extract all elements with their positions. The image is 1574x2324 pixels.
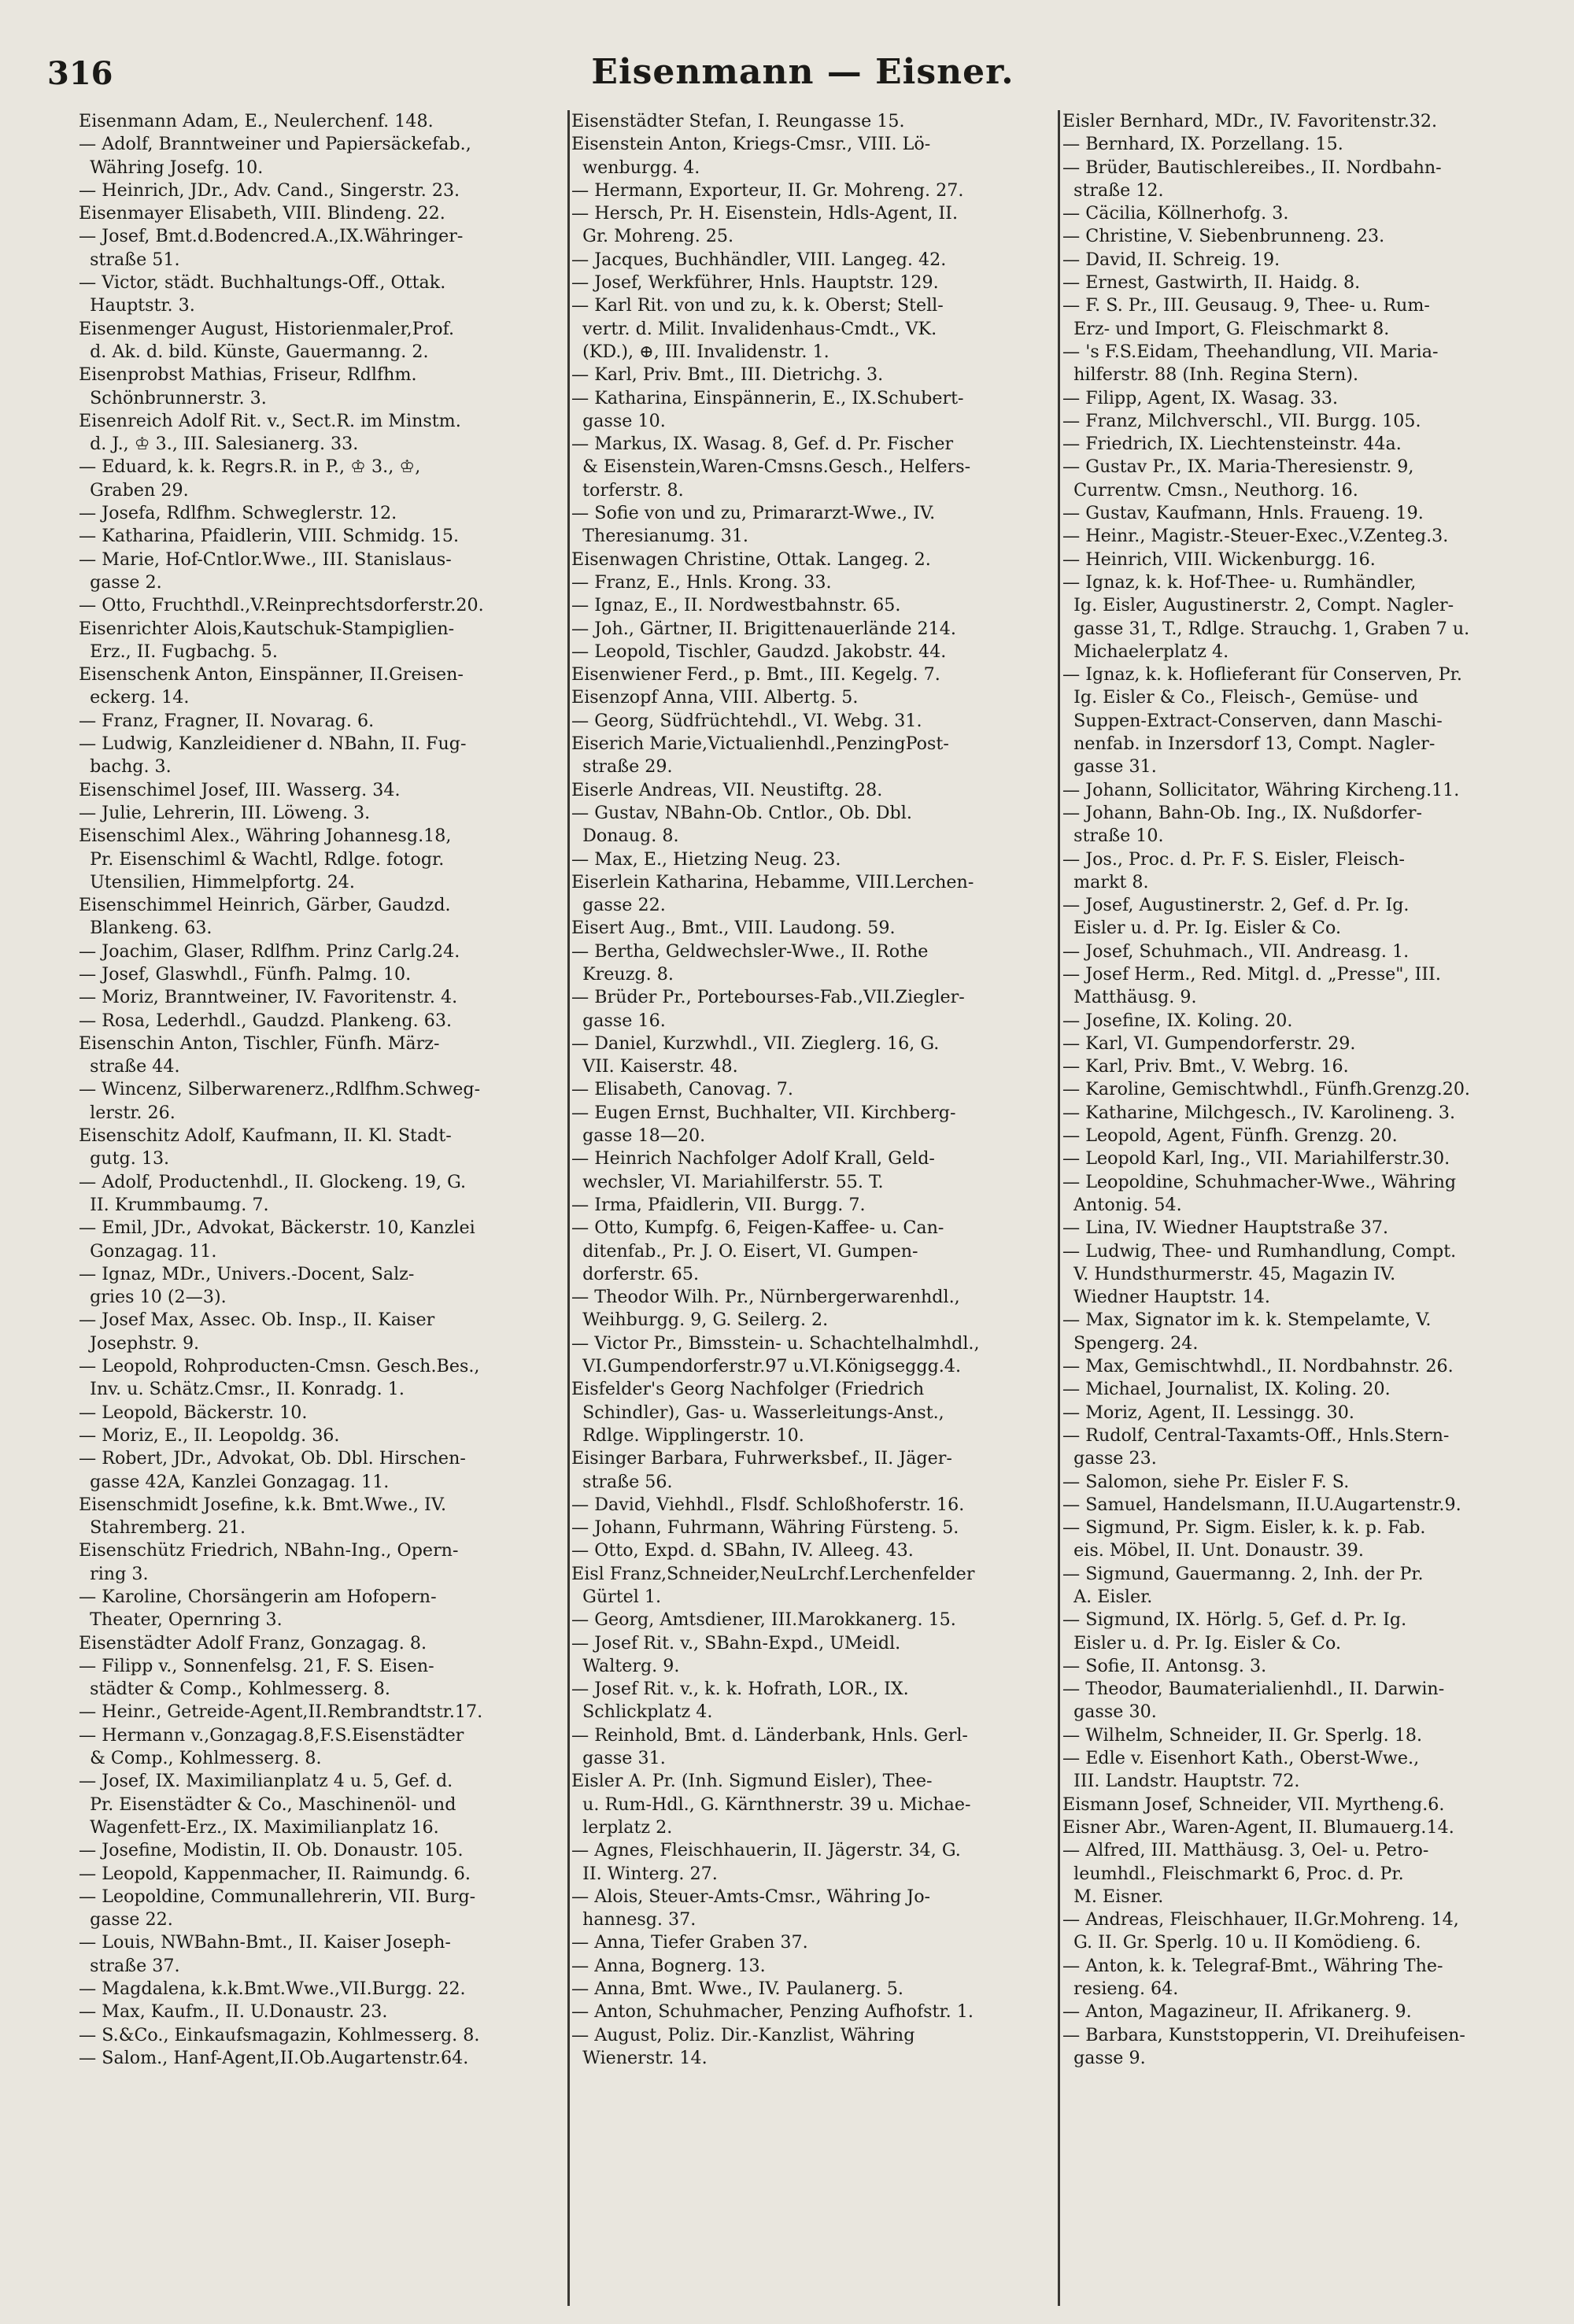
directory-entry-line: — Gustav Pr., IX. Maria-Theresienstr. 9, (1062, 456, 1414, 478)
directory-entry-line: straße 37. (79, 1955, 180, 1976)
directory-entry-line: — Brüder Pr., Portebourses-Fab.,VII.Ziegler- (571, 987, 965, 1008)
page-header (47, 49, 1558, 104)
directory-entry-line: — Victor Pr., Bimsstein- u. Schachtelhalmhdl., (571, 1332, 980, 1354)
directory-entry-line: Schönbrunnerstr. 3. (79, 387, 267, 408)
directory-entry-line: — Bertha, Geldwechsler-Wwe., II. Rothe (571, 940, 929, 962)
directory-entry-line: — Ignaz, MDr., Univers.-Docent, Salz- (79, 1263, 415, 1284)
column-divider (567, 110, 570, 2306)
directory-entry-line: Josephstr. 9. (79, 1332, 200, 1354)
directory-entry-line: — Marie, Hof-Cntlor.Wwe., III. Stanislaus- (79, 549, 452, 570)
directory-entry-line: — Reinhold, Bmt. d. Länderbank, Hnls. Gerl- (571, 1724, 968, 1746)
directory-entry-line: gasse 30. (1062, 1701, 1157, 1723)
directory-entry-line: M. Eisner. (1062, 1886, 1164, 1907)
directory-entry-line: — Ludwig, Kanzleidiener d. NBahn, II. Fug- (79, 733, 467, 755)
directory-entry-line: straße 51. (79, 249, 180, 270)
directory-entry-line: Eisl Franz,Schneider,NeuLrchf.Lerchenfelder (571, 1563, 975, 1584)
directory-entry-line: Eisner Abr., Waren-Agent, II. Blumauerg.14. (1062, 1816, 1454, 1838)
directory-entry-line: Pr. Eisenschiml & Wachtl, Rdlge. fotogr. (79, 848, 445, 870)
directory-entry-line: gasse 31. (571, 1748, 666, 1769)
page-number: 316 (47, 55, 113, 92)
directory-entry-line: — Agnes, Fleischhauerin, II. Jägerstr. 34, G. (571, 1840, 961, 1861)
directory-entry-line: Erz., II. Fugbachg. 5. (79, 641, 278, 662)
directory-entry-line: torferstr. 8. (571, 479, 684, 501)
directory-entry-line: II. Krummbaumg. 7. (79, 1194, 269, 1215)
directory-entry-line: bachg. 3. (79, 756, 172, 778)
directory-entry-line: vertr. d. Milit. Invalidenhaus-Cmdt., VK. (571, 318, 937, 339)
directory-entry-line: markt 8. (1062, 871, 1149, 892)
directory-entry-line: — Friedrich, IX. Liechtensteinstr. 44a. (1062, 434, 1402, 455)
directory-entry-line: — Ignaz, k. k. Hof-Thee- u. Rumhändler, (1062, 571, 1417, 593)
directory-entry-line: — Sigmund, Pr. Sigm. Eisler, k. k. p. Fab. (1062, 1517, 1426, 1539)
directory-entry-line: ditenfab., Pr. J. O. Eisert, VI. Gumpen- (571, 1240, 918, 1262)
directory-entry-line: Theresianumg. 31. (571, 526, 748, 547)
directory-entry-line: — Leopold Karl, Ing., VII. Mariahilferstr.30. (1062, 1148, 1450, 1169)
directory-entry-line: — Georg, Amtsdiener, III.Marokkanerg. 15. (571, 1609, 956, 1631)
directory-entry-line: Ig. Eisler & Co., Fleisch-, Gemüse- und (1062, 687, 1419, 708)
directory-entry-line: — Leopoldine, Communallehrerin, VII. Burg- (79, 1886, 476, 1907)
directory-entry-line: — Moriz, Agent, II. Lessingg. 30. (1062, 1402, 1354, 1423)
directory-entry-line: wenburgg. 4. (571, 157, 700, 178)
directory-entry-line: — Heinrich Nachfolger Adolf Krall, Geld- (571, 1148, 935, 1169)
directory-entry-line: — Sigmund, Gauermanng. 2, Inh. der Pr. (1062, 1563, 1424, 1584)
directory-entry-line: — Josef, Glaswhdl., Fünfh. Palmg. 10. (79, 963, 412, 985)
directory-entry-line: eckerg. 14. (79, 687, 190, 708)
directory-entry-line: Eisenstädter Stefan, I. Reungasse 15. (571, 111, 905, 131)
directory-entry-line: — Sofie, II. Antonsg. 3. (1062, 1655, 1267, 1676)
directory-entry-line: — Leopold, Tischler, Gaudzd. Jakobstr. 44. (571, 641, 947, 662)
directory-entry-line: Währing Josefg. 10. (79, 157, 264, 178)
directory-entry-line: — Lina, IV. Wiedner Hauptstraße 37. (1062, 1217, 1389, 1239)
directory-entry-line: Pr. Eisenstädter & Co., Maschinenöl- und (79, 1794, 456, 1815)
directory-entry-line: dorferstr. 65. (571, 1263, 700, 1284)
directory-entry-line: straße 29. (571, 756, 673, 778)
page-title: Eisenmann — Eisner. (591, 52, 1014, 92)
directory-entry-line: — Leopold, Kappenmacher, II. Raimundg. 6. (79, 1863, 471, 1884)
directory-entry-line: — Gustav, NBahn-Ob. Cntlor., Ob. Dbl. (571, 802, 912, 823)
directory-entry-line: — Leopold, Agent, Fünfh. Grenzg. 20. (1062, 1125, 1398, 1147)
directory-entry-line: — Max, Kaufm., II. U.Donaustr. 23. (79, 2001, 388, 2023)
directory-entry-line: — Jos., Proc. d. Pr. F. S. Eisler, Fleisch- (1062, 848, 1406, 870)
directory-entry-line: Erz- und Import, G. Fleischmarkt 8. (1062, 318, 1390, 339)
directory-entry-line: — Adolf, Branntweiner und Papiersäckefab., (79, 134, 471, 155)
directory-entry-line: — Franz, Milchverschl., VII. Burgg. 105. (1062, 410, 1421, 431)
directory-entry-line: — Franz, Fragner, II. Novarag. 6. (79, 710, 375, 731)
directory-entry-line: — Andreas, Fleischhauer, II.Gr.Mohreng. 14, (1062, 1909, 1459, 1931)
directory-entry-line: gasse 2. (79, 571, 162, 593)
directory-entry-line: — Ignaz, k. k. Hoflieferant für Conserven, Pr. (1062, 664, 1462, 685)
directory-entry-line: & Comp., Kohlmesserg. 8. (79, 1748, 322, 1769)
directory-entry-line: gutg. 13. (79, 1148, 170, 1169)
directory-entry-line: — Katharina, Pfaidlerin, VIII. Schmidg. 15. (79, 526, 460, 547)
directory-entry-line: — Max, E., Hietzing Neug. 23. (571, 848, 841, 870)
directory-entry-line: Matthäusg. 9. (1062, 987, 1197, 1008)
directory-entry-line: Eisenwagen Christine, Ottak. Langeg. 2. (571, 549, 931, 570)
directory-entry-line: Wiedner Hauptstr. 14. (1062, 1287, 1270, 1308)
directory-entry-line: — Karoline, Chorsängerin am Hofopern- (79, 1587, 437, 1607)
directory-entry-line: Currentw. Cmsn., Neuthorg. 16. (1062, 479, 1358, 501)
directory-entry-line: Eisler A. Pr. (Inh. Sigmund Eisler), Thee- (571, 1771, 933, 1792)
directory-entry-line: resieng. 64. (1062, 1979, 1179, 2000)
directory-entry-line: — Heinr., Getreide-Agent,II.Rembrandtstr.17. (79, 1701, 483, 1723)
directory-entry-line: V. Hundsthurmerstr. 45, Magazin IV. (1062, 1263, 1396, 1284)
directory-entry-line: — Katharina, Einspännerin, E., IX.Schubert- (571, 387, 964, 408)
column-divider (1058, 110, 1060, 2306)
directory-entry-line: gasse 22. (79, 1909, 173, 1931)
directory-entry-line: VII. Kaiserstr. 48. (571, 1056, 738, 1077)
directory-entry-line: — Adolf, Productenhdl., II. Glockeng. 19, G. (79, 1171, 467, 1192)
directory-entry-line: — Christine, V. Siebenbrunneng. 23. (1062, 226, 1385, 247)
directory-entry-line: Blankeng. 63. (79, 918, 212, 939)
directory-entry-line: — Otto, Kumpfg. 6, Feigen-Kaffee- u. Can- (571, 1217, 944, 1239)
directory-entry-line: — Theodor Wilh. Pr., Nürnbergerwarenhdl., (571, 1287, 960, 1308)
directory-entry-line: Wagenfett-Erz., IX. Maximilianplatz 16. (79, 1816, 439, 1838)
directory-entry-line: — Heinrich, JDr., Adv. Cand., Singerstr. 23. (79, 179, 460, 201)
directory-entry-line: Eisfelder's Georg Nachfolger (Friedrich (571, 1379, 925, 1400)
directory-entry-line: Weihburgg. 9, G. Seilerg. 2. (571, 1310, 829, 1331)
directory-entry-line: — Anton, k. k. Telegraf-Bmt., Währing The- (1062, 1955, 1443, 1976)
directory-entry-line: — Josef, Bmt.d.Bodencred.A.,IX.Währinger- (79, 226, 464, 247)
directory-entry-line: Eisenschiml Alex., Währing Johannesg.18, (79, 826, 452, 847)
directory-entry-line: & Eisenstein,Waren-Cmsns.Gesch., Helfers- (571, 456, 971, 478)
directory-entry-line: u. Rum-Hdl., G. Kärnthnerstr. 39 u. Michae- (571, 1794, 971, 1815)
directory-entry-line: — Rosa, Lederhdl., Gaudzd. Plankeng. 63. (79, 1010, 453, 1031)
directory-entry-line: — Josef, Werkführer, Hnls. Hauptstr. 129. (571, 272, 939, 294)
directory-entry-line: — Wincenz, Silberwarenerz.,Rdlfhm.Schweg- (79, 1079, 481, 1100)
directory-entry-line: Schlickplatz 4. (571, 1701, 713, 1723)
directory-entry-line: Eisenschimmel Heinrich, Gärber, Gaudzd. (79, 895, 451, 916)
directory-entry-line: — Anton, Schuhmacher, Penzing Aufhofstr. 1. (571, 2001, 974, 2023)
directory-entry-line: — Josef Herm., Red. Mitgl. d. „Presse", III. (1062, 963, 1441, 985)
directory-entry-line: — August, Poliz. Dir.-Kanzlist, Währing (571, 2024, 915, 2045)
directory-entry-line: Eiserle Andreas, VII. Neustiftg. 28. (571, 779, 883, 800)
directory-entry-line: — Wilhelm, Schneider, II. Gr. Sperlg. 18. (1062, 1724, 1423, 1746)
directory-entry-line: Donaug. 8. (571, 826, 679, 847)
directory-entry-line: Rdlge. Wipplingerstr. 10. (571, 1424, 804, 1446)
directory-entry-line: straße 56. (571, 1471, 673, 1492)
directory-entry-line: — David, II. Schreig. 19. (1062, 249, 1280, 270)
directory-entry-line: — Johann, Sollicitator, Währing Kircheng.11. (1062, 779, 1460, 800)
directory-entry-line: Utensilien, Himmelpfortg. 24. (79, 871, 355, 892)
directory-entry-line: — Robert, JDr., Advokat, Ob. Dbl. Hirschen- (79, 1448, 466, 1469)
directory-entry-line: — Sigmund, IX. Hörlg. 5, Gef. d. Pr. Ig. (1062, 1609, 1407, 1631)
directory-entry-line: — Daniel, Kurzwhdl., VII. Zieglerg. 16, G. (571, 1033, 940, 1054)
directory-entry-line: — Rudolf, Central-Taxamts-Off., Hnls.Stern- (1062, 1424, 1450, 1446)
directory-entry-line: Eisert Aug., Bmt., VIII. Laudong. 59. (571, 918, 896, 939)
directory-entry-line: d. J., ♔ 3., III. Salesianerg. 33. (79, 434, 359, 455)
directory-entry-line: städter & Comp., Kohlmesserg. 8. (79, 1679, 390, 1700)
directory-entry-line: — Ludwig, Thee- und Rumhandlung, Compt. (1062, 1240, 1457, 1262)
directory-entry-line: — Brüder, Bautischlereibes., II. Nordbahn- (1062, 157, 1442, 178)
directory-entry-line: Hauptstr. 3. (79, 295, 195, 316)
directory-entry-line: Schindler), Gas- u. Wasserleitungs-Anst., (571, 1402, 944, 1423)
directory-entry-line: Suppen-Extract-Conserven, dann Maschi- (1062, 710, 1443, 731)
directory-entry-line: — Josef, IX. Maximilianplatz 4 u. 5, Gef. d. (79, 1771, 453, 1792)
directory-entry-line: gasse 23. (1062, 1448, 1157, 1469)
directory-entry-line: — Elisabeth, Canovag. 7. (571, 1079, 793, 1100)
directory-entry-line: Eisenschimel Josef, III. Wasserg. 34. (79, 779, 401, 800)
directory-entry-line: — Ignaz, E., II. Nordwestbahnstr. 65. (571, 595, 901, 616)
directory-entry-line: (KD.), ⊕, III. Invalidenstr. 1. (571, 341, 829, 362)
directory-entry-line: — Moriz, Branntweiner, IV. Favoritenstr. 4. (79, 987, 458, 1008)
directory-entry-line: — Johann, Bahn-Ob. Ing., IX. Nußdorfer- (1062, 802, 1423, 823)
directory-entry-line: — Franz, E., Hnls. Krong. 33. (571, 571, 832, 593)
directory-entry-line: wechsler, VI. Mariahilferstr. 55. T. (571, 1171, 884, 1192)
directory-entry-line: nenfab. in Inzersdorf 13, Compt. Nagler- (1062, 733, 1435, 755)
directory-entry-line: Eismann Josef, Schneider, VII. Myrtheng.6. (1062, 1794, 1445, 1815)
directory-entry-line: — Karoline, Gemischtwhdl., Fünfh.Grenzg.20. (1062, 1079, 1470, 1100)
directory-entry-line: gasse 9. (1062, 2047, 1146, 2068)
directory-entry-line: gasse 31. (1062, 756, 1157, 778)
directory-entry-line: — Edle v. Eisenhort Kath., Oberst-Wwe., (1062, 1748, 1420, 1769)
directory-entry-line: — Victor, städt. Buchhaltungs-Off., Ottak. (79, 272, 446, 294)
directory-entry-line: — Louis, NWBahn-Bmt., II. Kaiser Joseph- (79, 1932, 451, 1953)
directory-entry-line: — Theodor, Baumaterialienhdl., II. Darwin- (1062, 1679, 1445, 1700)
directory-entry-line: — Max, Gemischtwhdl., II. Nordbahnstr. 26. (1062, 1356, 1454, 1377)
directory-entry-line: — Ernest, Gastwirth, II. Haidg. 8. (1062, 272, 1361, 294)
directory-entry-line: — Bernhard, IX. Porzellang. 15. (1062, 134, 1343, 155)
directory-entry-line: Michaelerplatz 4. (1062, 641, 1229, 662)
directory-column-3 (1062, 110, 1557, 2306)
directory-entry-line: — Karl, VI. Gumpendorferstr. 29. (1062, 1033, 1356, 1054)
directory-entry-line: eis. Möbel, II. Unt. Donaustr. 39. (1062, 1540, 1364, 1561)
directory-entry-line: II. Winterg. 27. (571, 1863, 718, 1884)
directory-entry-line: — Hermann, Exporteur, II. Gr. Mohreng. 27. (571, 179, 964, 201)
directory-entry-line: Eisenmenger August, Historienmaler,Prof. (79, 318, 455, 339)
directory-entry-line: Eisenreich Adolf Rit. v., Sect.R. im Minstm. (79, 410, 461, 431)
directory-entry-line: — Karl Rit. von und zu, k. k. Oberst; Stell- (571, 295, 944, 316)
directory-entry-line: Eisenmann Adam, E., Neulerchenf. 148. (79, 111, 434, 131)
directory-entry-line: gasse 31, T., Rdlge. Strauchg. 1, Graben 7 u. (1062, 618, 1470, 639)
directory-entry-line: Gr. Mohreng. 25. (571, 226, 734, 247)
directory-entry-line: — Salom., Hanf-Agent,II.Ob.Augartenstr.64. (79, 2047, 469, 2068)
directory-entry-line: Gonzagag. 11. (79, 1240, 217, 1262)
directory-entry-line: G. II. Gr. Sperlg. 10 u. II Komödieng. 6. (1062, 1932, 1421, 1953)
directory-entry-line: — 's F.S.Eidam, Theehandlung, VII. Maria- (1062, 341, 1439, 362)
directory-entry-line: — David, Viehhdl., Flsdf. Schloßhoferstr. 16. (571, 1494, 965, 1515)
directory-entry-line: — Michael, Journalist, IX. Koling. 20. (1062, 1379, 1391, 1400)
directory-entry-line: Eisler u. d. Pr. Ig. Eisler & Co. (1062, 1632, 1342, 1653)
directory-entry-line: Antonig. 54. (1062, 1194, 1182, 1215)
directory-entry-line: Eisenwiener Ferd., p. Bmt., III. Kegelg. 7. (571, 664, 940, 685)
directory-entry-line: Theater, Opernring 3. (79, 1609, 283, 1631)
directory-entry-line: — Moriz, E., II. Leopoldg. 36. (79, 1424, 340, 1446)
directory-entry-line: — Cäcilia, Köllnerhofg. 3. (1062, 203, 1289, 224)
directory-entry-line: — Eugen Ernst, Buchhalter, VII. Kirchberg- (571, 1102, 956, 1123)
directory-entry-line: Kreuzg. 8. (571, 963, 674, 985)
directory-entry-line: — Karl, Priv. Bmt., III. Dietrichg. 3. (571, 364, 884, 386)
directory-entry-line: — Otto, Fruchthdl.,V.Reinprechtsdorferstr.20. (79, 595, 484, 616)
directory-entry-line: Eisenrichter Alois,Kautschuk-Stampiglien- (79, 618, 455, 639)
directory-entry-line: — Emil, JDr., Advokat, Bäckerstr. 10, Kanzlei (79, 1217, 475, 1239)
directory-entry-line: A. Eisler. (1062, 1587, 1153, 1607)
directory-entry-line: — Filipp v., Sonnenfelsg. 21, F. S. Eisen- (79, 1655, 434, 1676)
directory-entry-line: III. Landstr. Hauptstr. 72. (1062, 1771, 1300, 1792)
directory-entry-line: leumhdl., Fleischmarkt 6, Proc. d. Pr. (1062, 1863, 1404, 1884)
directory-entry-line: — Anna, Bognerg. 13. (571, 1955, 766, 1976)
directory-entry-line: straße 44. (79, 1056, 180, 1077)
directory-entry-line: Eisenschmidt Josefine, k.k. Bmt.Wwe., IV. (79, 1494, 447, 1515)
directory-entry-line: — Irma, Pfaidlerin, VII. Burgg. 7. (571, 1194, 866, 1215)
directory-entry-line: — Joachim, Glaser, Rdlfhm. Prinz Carlg.24. (79, 940, 460, 962)
directory-entry-line: — Josef Rit. v., k. k. Hofrath, LOR., IX. (571, 1679, 909, 1700)
directory-entry-line: — Eduard, k. k. Regrs.R. in P., ♔ 3., ♔, (79, 456, 421, 478)
directory-entry-line: — Salomon, siehe Pr. Eisler F. S. (1062, 1471, 1350, 1492)
directory-entry-line: gries 10 (2—3). (79, 1287, 227, 1308)
directory-entry-line: — Alfred, III. Matthäusg. 3, Oel- u. Petro- (1062, 1840, 1429, 1861)
directory-entry-line: — Joh., Gärtner, II. Brigittenauerlände 214. (571, 618, 956, 639)
directory-entry-line: — Heinrich, VIII. Wickenburgg. 16. (1062, 549, 1376, 570)
directory-entry-line: Ig. Eisler, Augustinerstr. 2, Compt. Nagler- (1062, 595, 1454, 616)
directory-entry-line: Eisenmayer Elisabeth, VIII. Blindeng. 22. (79, 203, 445, 224)
directory-entry-line: — Leopold, Bäckerstr. 10. (79, 1402, 308, 1423)
directory-entry-line: Eisenschitz Adolf, Kaufmann, II. Kl. Stadt- (79, 1125, 452, 1147)
directory-column-2 (571, 110, 1066, 2306)
directory-entry-line: — Karl, Priv. Bmt., V. Webrg. 16. (1062, 1056, 1349, 1077)
directory-entry-line: — Josefine, Modistin, II. Ob. Donaustr. 105. (79, 1840, 464, 1861)
directory-column-1 (79, 110, 573, 2306)
directory-entry-line: lerstr. 26. (79, 1102, 176, 1123)
directory-entry-line: — Markus, IX. Wasag. 8, Gef. d. Pr. Fischer (571, 434, 954, 455)
directory-entry-line: Eisenstein Anton, Kriegs-Cmsr., VIII. Lö- (571, 134, 931, 155)
directory-entry-line: hannesg. 37. (571, 1909, 696, 1931)
directory-entry-line: — S.&Co., Einkaufsmagazin, Kohlmesserg. 8. (79, 2024, 480, 2045)
directory-entry-line: Stahremberg. 21. (79, 1517, 246, 1539)
directory-entry-line: Spengerg. 24. (1062, 1332, 1199, 1354)
directory-entry-line: Eiserich Marie,Victualienhdl.,PenzingPost- (571, 733, 949, 755)
directory-entry-line: — Max, Signator im k. k. Stempelamte, V. (1062, 1310, 1432, 1331)
directory-entry-line: ring 3. (79, 1563, 149, 1584)
directory-entry-line: gasse 18—20. (571, 1125, 706, 1147)
directory-entry-line: — Josef Rit. v., SBahn-Expd., UMeidl. (571, 1632, 901, 1653)
directory-entry-line: — Hermann v.,Gonzagag.8,F.S.Eisenstädter (79, 1724, 464, 1746)
directory-entry-line: straße 10. (1062, 826, 1164, 847)
directory-entry-line: — Katharine, Milchgesch., IV. Karolineng. 3. (1062, 1102, 1456, 1123)
directory-entry-line: Eisenschin Anton, Tischler, Fünfh. März- (79, 1033, 440, 1054)
directory-entry-line: — Hersch, Pr. H. Eisenstein, Hdls-Agent, II. (571, 203, 958, 224)
directory-entry-line: Walterg. 9. (571, 1655, 680, 1676)
directory-entry-line: Eisenschütz Friedrich, NBahn-Ing., Opern- (79, 1540, 459, 1561)
directory-entry-line: lerplatz 2. (571, 1816, 673, 1838)
directory-entry-line: — Josef, Augustinerstr. 2, Gef. d. Pr. Ig. (1062, 895, 1410, 916)
directory-entry-line: — Samuel, Handelsmann, II.U.Augartenstr.9. (1062, 1494, 1461, 1515)
directory-entry-line: — Josefine, IX. Koling. 20. (1062, 1010, 1293, 1031)
directory-entry-line: Eiserlein Katharina, Hebamme, VIII.Lerchen- (571, 871, 974, 892)
directory-entry-line: gasse 22. (571, 895, 666, 916)
directory-entry-line: straße 12. (1062, 179, 1164, 201)
directory-entry-line: — Barbara, Kunststopperin, VI. Dreihufeisen- (1062, 2024, 1465, 2045)
directory-entry-line: — Jacques, Buchhändler, VIII. Langeg. 42. (571, 249, 947, 270)
directory-entry-line: gasse 16. (571, 1010, 666, 1031)
directory-entry-line: Gürtel 1. (571, 1587, 662, 1607)
directory-entry-line: — Julie, Lehrerin, III. Löweng. 3. (79, 802, 371, 823)
directory-entry-line: — Gustav, Kaufmann, Hnls. Fraueng. 19. (1062, 503, 1424, 524)
directory-entry-line: — Otto, Expd. d. SBahn, IV. Alleeg. 43. (571, 1540, 914, 1561)
directory-entry-line: d. Ak. d. bild. Künste, Gauermanng. 2. (79, 341, 429, 362)
directory-entry-line: — F. S. Pr., III. Geusaug. 9, Thee- u. Rum- (1062, 295, 1430, 316)
directory-entry-line: — Josef, Schuhmach., VII. Andreasg. 1. (1062, 940, 1410, 962)
directory-entry-line: Wienerstr. 14. (571, 2047, 708, 2068)
directory-entry-line: Eisenstädter Adolf Franz, Gonzagag. 8. (79, 1632, 427, 1653)
directory-entry-line: — Heinr., Magistr.-Steuer-Exec.,V.Zenteg.3. (1062, 526, 1449, 547)
directory-entry-line: Eisler Bernhard, MDr., IV. Favoritenstr.32. (1062, 111, 1438, 131)
directory-entry-line: gasse 42A, Kanzlei Gonzagag. 11. (79, 1471, 390, 1492)
directory-entry-line: — Magdalena, k.k.Bmt.Wwe.,VII.Burgg. 22. (79, 1979, 466, 2000)
directory-entry-line: — Alois, Steuer-Amts-Cmsr., Währing Jo- (571, 1886, 931, 1907)
directory-entry-line: — Johann, Fuhrmann, Währing Fürsteng. 5. (571, 1517, 959, 1539)
directory-entry-line: — Anton, Magazineur, II. Afrikanerg. 9. (1062, 2001, 1412, 2023)
directory-entry-line: Graben 29. (79, 479, 189, 501)
directory-entry-line: hilferstr. 88 (Inh. Regina Stern). (1062, 364, 1359, 386)
directory-entry-line: — Filipp, Agent, IX. Wasag. 33. (1062, 387, 1339, 408)
directory-entry-line: — Josef Max, Assec. Ob. Insp., II. Kaiser (79, 1310, 435, 1331)
directory-entry-line: — Leopold, Rohproducten-Cmsn. Gesch.Bes., (79, 1356, 480, 1377)
directory-entry-line: Eisenzopf Anna, VIII. Albertg. 5. (571, 687, 859, 708)
directory-entry-line: — Anna, Bmt. Wwe., IV. Paulanerg. 5. (571, 1979, 903, 2000)
directory-entry-line: — Sofie von und zu, Primararzt-Wwe., IV. (571, 503, 936, 524)
directory-entry-line: Eisler u. d. Pr. Ig. Eisler & Co. (1062, 918, 1342, 939)
directory-entry-line: — Georg, Südfrüchtehdl., VI. Webg. 31. (571, 710, 922, 731)
directory-entry-line: gasse 10. (571, 410, 666, 431)
directory-entry-line: — Josefa, Rdlfhm. Schweglerstr. 12. (79, 503, 397, 524)
directory-entry-line: Eisenschenk Anton, Einspänner, II.Greisen- (79, 664, 464, 685)
directory-entry-line: — Anna, Tiefer Graben 37. (571, 1932, 808, 1953)
directory-entry-line: Eisinger Barbara, Fuhrwerksbef., II. Jäger- (571, 1448, 952, 1469)
directory-entry-line: — Leopoldine, Schuhmacher-Wwe., Währing (1062, 1171, 1457, 1192)
directory-entry-line: Eisenprobst Mathias, Friseur, Rdlfhm. (79, 364, 417, 386)
directory-entry-line: VI.Gumpendorferstr.97 u.VI.Königseggg.4. (571, 1356, 962, 1377)
directory-entry-line: Inv. u. Schätz.Cmsr., II. Konradg. 1. (79, 1379, 405, 1400)
